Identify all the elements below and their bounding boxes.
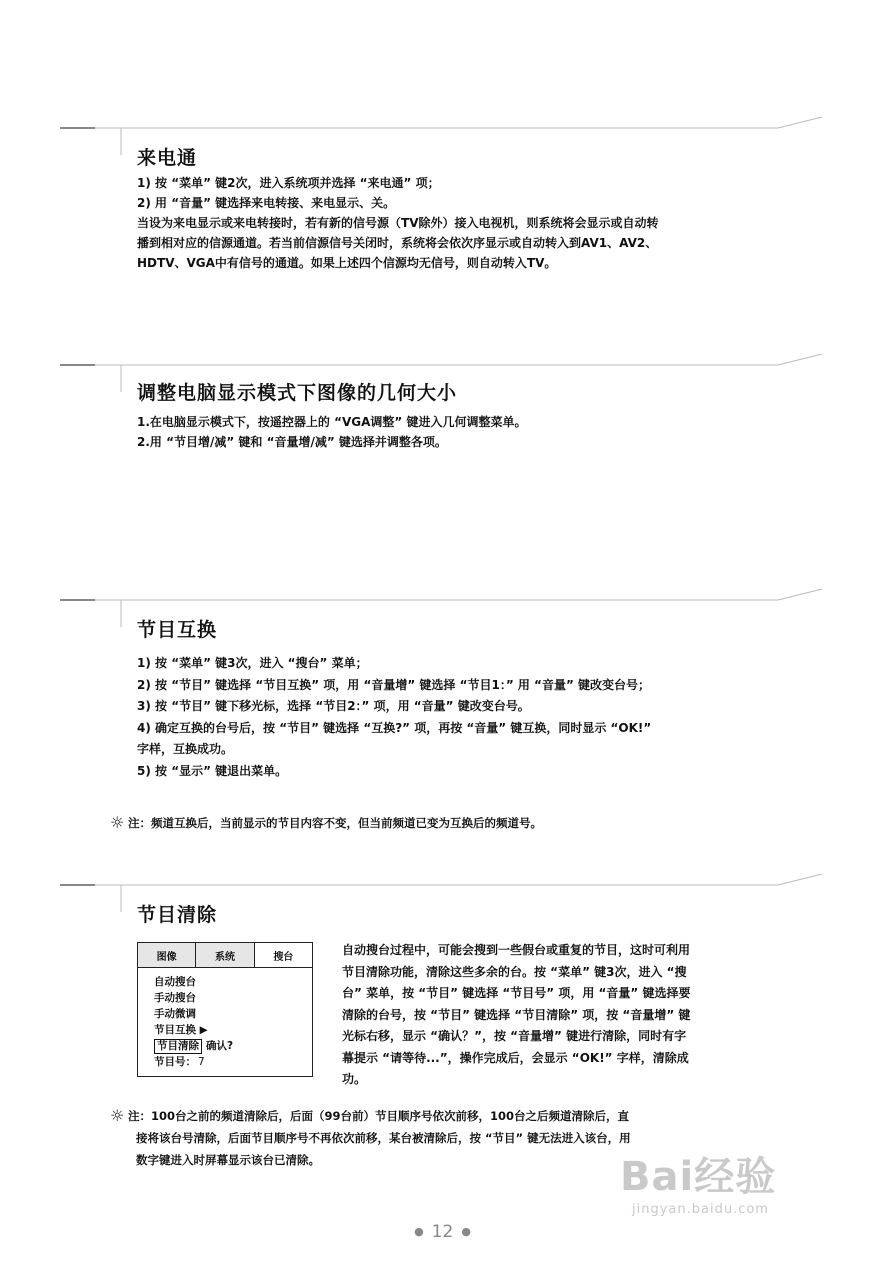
tab-picture: 图像 [138, 943, 196, 967]
menu-item-selected [154, 1038, 312, 1054]
body-line: 3) 按 “节目” 键下移光标，选择 “节目2：” 项，用 “音量” 键改变台号。 [137, 699, 530, 713]
menu-item: 自动搜台 [154, 976, 196, 988]
tab-search: 搜台 [255, 943, 312, 967]
section-body [137, 412, 817, 452]
tab-system: 系统 [196, 943, 254, 967]
section-title: 节目清除 [137, 904, 218, 926]
program-label: 节目号： [154, 1056, 196, 1068]
section-body [137, 653, 817, 782]
note-text: 注：100台之前的频道清除后，后面（99台前）节目顺序号依次前移，100台之后频道清除后，直 [128, 1109, 630, 1123]
menu-item: 手动搜台 [154, 992, 196, 1004]
dot-icon: ● [414, 1225, 424, 1238]
body-line: 播到相对应的信源通道。若当前信源信号关闭时，系统将会依次序显示或自动转入到AV1、AV2、 [137, 236, 658, 250]
watermark [620, 1145, 776, 1217]
page-number [0, 1222, 885, 1242]
body-line: 1) 按 “菜单” 键2次，进入系统项并选择 “来电通” 项； [137, 176, 440, 190]
body-line: 2) 按 “节目” 键选择 “节目互换” 项，用 “音量增” 键选择 “节目1：” 用 “音量” 键改变台号； [137, 677, 651, 692]
section-divider [0, 115, 885, 155]
page-number-text: 12 [431, 1222, 454, 1242]
menu-tabs [138, 943, 312, 968]
body-line: HDTV、VGA中有信号的通道。如果上述四个信源均无信号，则自动转入TV。 [137, 256, 557, 270]
body-line: 幕提示 “请等待...”，操作完成后，会显示 “OK!” 字样，清除成 [342, 1050, 689, 1065]
section-title: 来电通 [137, 147, 198, 169]
section-title: 调整电脑显示模式下图像的几何大小 [137, 382, 458, 404]
body-line: 当设为来电显示或来电转接时，若有新的信号源（TV除外）接入电视机，则系统将会显示或自动转 [137, 216, 659, 230]
section-body [137, 173, 817, 273]
note-text: 注：频道互换后，当前显示的节目内容不变，但当前频道已变为互换后的频道号。 [128, 816, 542, 830]
body-line: 节目清除功能，清除这些多余的台。按 “菜单” 键3次，进入 “搜 [342, 964, 687, 979]
menu-item-program [154, 1054, 312, 1070]
confirm-label: 确认? [206, 1040, 234, 1052]
body-line: 光标右移，显示 “确认？”，按 “音量增” 键进行清除，同时有字 [342, 1029, 687, 1043]
body-line: 自动搜台过程中，可能会搜到一些假台或重复的节目，这时可利用 [342, 943, 691, 957]
body-line: 功。 [342, 1072, 367, 1086]
body-line: 清除的台号，按 “节目” 键选择 “节目清除” 项，按 “音量增” 键 [342, 1007, 691, 1022]
clear-instructions [342, 940, 812, 1091]
note [110, 813, 820, 833]
selected-item-label: 节目清除 [154, 1039, 202, 1054]
note-text: 数字键进入时屏幕显示该台已清除。 [136, 1153, 320, 1167]
section-divider [0, 587, 885, 627]
osd-menu-illustration [137, 942, 313, 1077]
menu-items [138, 968, 312, 1070]
section-title: 节目互换 [137, 619, 218, 641]
body-line: 字样，互换成功。 [137, 742, 234, 756]
menu-item: 手动微调 [154, 1008, 196, 1020]
body-line: 台” 菜单，按 “节目” 键选择 “节目号” 项，用 “音量” 键选择要 [342, 986, 691, 1000]
body-line: 2) 用 “音量” 键选择来电转接、来电显示、关。 [137, 196, 396, 210]
program-value: 7 [198, 1056, 205, 1068]
sun-icon: ☼ [110, 1106, 125, 1125]
section-divider [0, 872, 885, 912]
menu-item: 节目互换 ▶ [154, 1024, 208, 1036]
watermark-url: jingyan.baidu.com [632, 1202, 769, 1217]
dot-icon: ● [461, 1225, 471, 1238]
body-line: 1) 按 “菜单” 键3次，进入 “搜台” 菜单； [137, 656, 368, 670]
body-line: 5) 按 “显示” 键退出菜单。 [137, 763, 288, 778]
body-line: 1.在电脑显示模式下，按遥控器上的 “VGA调整” 键进入几何调整菜单。 [137, 415, 527, 429]
sun-icon: ☼ [110, 813, 125, 832]
body-line: 2.用 “节目增/减” 键和 “音量增/减” 键选择并调整各项。 [137, 435, 447, 449]
watermark-brand: Bai经验 [620, 1154, 777, 1200]
note-text: 接将该台号清除，后面节目顺序号不再依次前移，某台被清除后，按 “节目” 键无法进入该台，用 [136, 1131, 631, 1145]
body-line: 4) 确定互换的台号后，按 “节目” 键选择 “互换?” 项，再按 “音量” 键互换，同时显示 “OK!” [137, 720, 652, 735]
